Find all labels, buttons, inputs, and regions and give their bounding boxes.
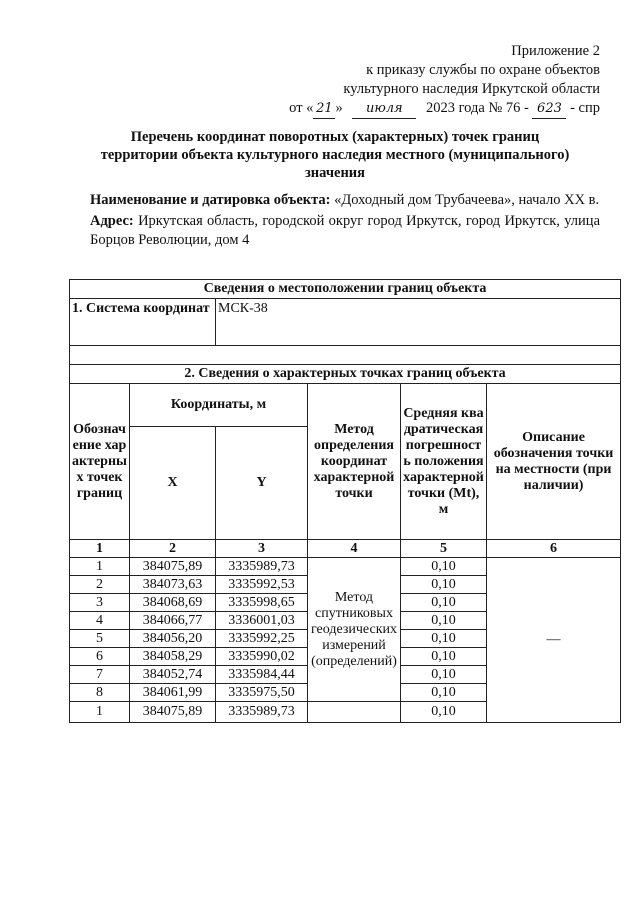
col-number-3: 3	[216, 540, 308, 558]
coord-y: 3336001,03	[216, 612, 308, 630]
object-name-paragraph	[90, 191, 600, 210]
coord-y: 3335998,65	[216, 594, 308, 612]
coord-y: 3335989,73	[216, 702, 308, 723]
order-month: июля	[352, 99, 416, 119]
coord-y: 3335992,53	[216, 576, 308, 594]
point-id: 6	[70, 648, 130, 666]
appendix-line-1: Приложение 2	[511, 43, 600, 59]
method-cell: Метод спутниковых геодезических измерений (определений)	[308, 558, 401, 702]
header-method: Метод определения координат характерной точки	[308, 384, 401, 540]
coord-x: 384075,89	[130, 702, 216, 723]
header-error: Средняя квадратическая погрешность положения характерной точки (Mt), м	[401, 384, 487, 540]
coord-x: 384061,99	[130, 684, 216, 702]
order-year-text: 2023 года № 76 -	[425, 100, 529, 116]
point-id: 2	[70, 576, 130, 594]
section1-title: Сведения о местоположении границ объекта	[70, 280, 621, 299]
point-error: 0,10	[401, 630, 487, 648]
object-address-paragraph	[90, 212, 600, 250]
header-y: Y	[216, 427, 308, 540]
coord-y: 3335984,44	[216, 666, 308, 684]
point-id: 1	[70, 702, 130, 723]
table-row	[70, 558, 621, 576]
order-from-prefix: от «	[289, 100, 314, 116]
col-number-2: 2	[130, 540, 216, 558]
coord-x: 384066,77	[130, 612, 216, 630]
title-line-2: территории объекта культурного наследия местного (муниципального)	[100, 147, 570, 163]
appendix-line-3: культурного наследия Иркутской области	[343, 81, 600, 97]
point-id: 7	[70, 666, 130, 684]
order-suffix: - спр	[570, 100, 600, 116]
coord-y: 3335990,02	[216, 648, 308, 666]
appendix-header	[289, 42, 600, 119]
coord-y: 3335989,73	[216, 558, 308, 576]
point-id: 3	[70, 594, 130, 612]
object-name-value: «Доходный дом Трубачеева», начало XX в.	[334, 192, 600, 208]
point-id: 8	[70, 684, 130, 702]
header-x: X	[130, 427, 216, 540]
appendix-line-2: к приказу службы по охране объектов	[366, 62, 600, 78]
title-line-1: Перечень координат поворотных (характерных) точек границ	[130, 129, 540, 145]
title-line-3: значения	[304, 165, 366, 181]
description-cell: —	[487, 558, 621, 723]
coord-x: 384073,63	[130, 576, 216, 594]
point-error: 0,10	[401, 612, 487, 630]
object-address-value: Иркутская область, городской округ город Иркутск, город Иркутск, улица Борцов Революции, дом 4	[90, 213, 601, 248]
spacer-row	[70, 346, 621, 365]
col-number-6: 6	[487, 540, 621, 558]
order-day: 21	[313, 99, 335, 119]
coordinate-system-label: 1. Система координат	[70, 299, 216, 346]
coord-x: 384075,89	[130, 558, 216, 576]
coord-x: 384052,74	[130, 666, 216, 684]
header-coordinates: Координаты, м	[130, 384, 308, 427]
appendix-order-line	[289, 99, 600, 119]
point-error: 0,10	[401, 702, 487, 723]
coord-y: 3335992,25	[216, 630, 308, 648]
coord-x: 384058,29	[130, 648, 216, 666]
point-id: 4	[70, 612, 130, 630]
coordinates-table	[69, 279, 621, 723]
point-id: 5	[70, 630, 130, 648]
header-description: Описание обозначения точки на местности (при наличии)	[487, 384, 621, 540]
method-cell-continuation	[308, 702, 401, 723]
col-number-1: 1	[70, 540, 130, 558]
object-info	[90, 191, 600, 250]
col-number-4: 4	[308, 540, 401, 558]
point-error: 0,10	[401, 648, 487, 666]
order-number: 623	[532, 99, 566, 119]
coord-x: 384056,20	[130, 630, 216, 648]
point-error: 0,10	[401, 558, 487, 576]
object-name-label: Наименование и датировка объекта:	[90, 192, 331, 208]
point-error: 0,10	[401, 684, 487, 702]
coordinate-system-value: МСК-38	[216, 299, 621, 346]
coord-y: 3335975,50	[216, 684, 308, 702]
col-number-5: 5	[401, 540, 487, 558]
object-address-label: Адрес:	[90, 213, 134, 229]
document-title	[70, 128, 600, 182]
coord-x: 384068,69	[130, 594, 216, 612]
point-error: 0,10	[401, 594, 487, 612]
point-error: 0,10	[401, 576, 487, 594]
point-id: 1	[70, 558, 130, 576]
section2-title: 2. Сведения о характерных точках границ объекта	[70, 365, 621, 384]
order-quote-close: »	[335, 100, 343, 116]
point-error: 0,10	[401, 666, 487, 684]
header-designation: Обозначение характерных точек границ	[70, 384, 130, 540]
